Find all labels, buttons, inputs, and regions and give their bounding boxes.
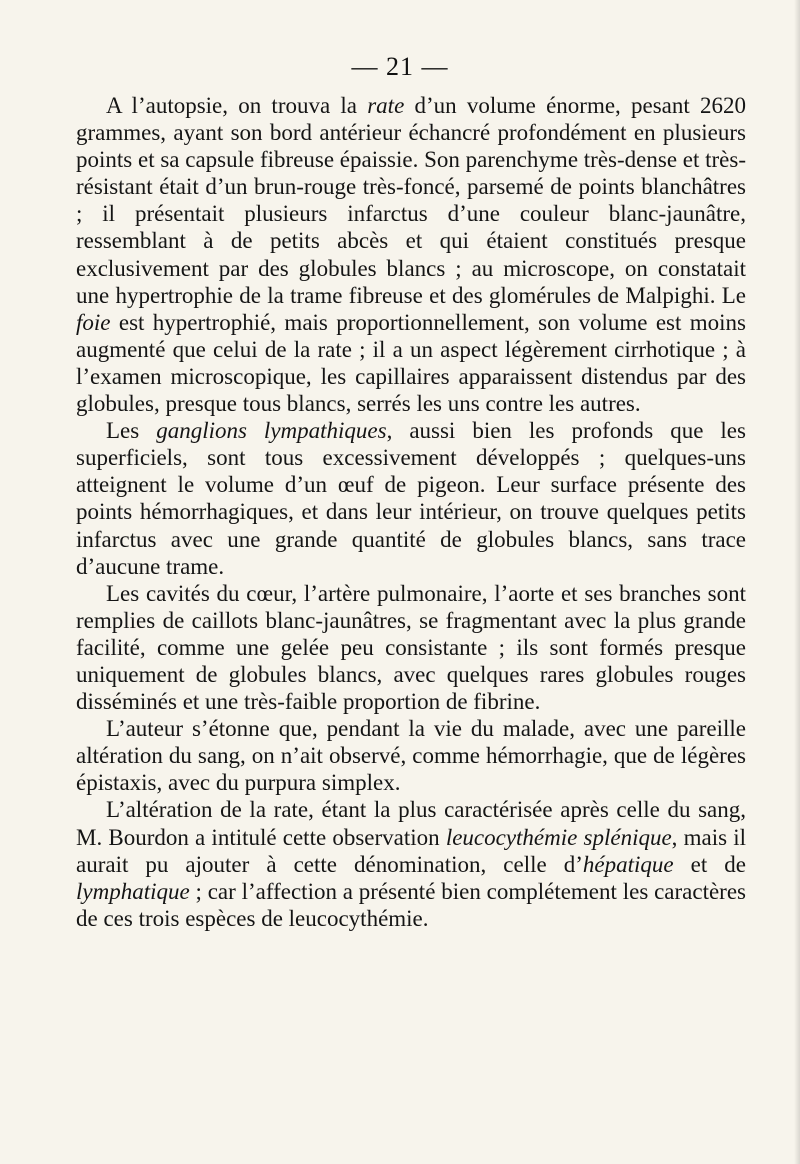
italic-term: lymphatique: [76, 878, 190, 904]
paragraph: [76, 796, 746, 931]
text-run: L’altération de la rate, étant la plus caractérisée après celle du sang, M. Bourdon a intitulé cette observation: [76, 797, 746, 850]
text-run: est hypertrophié, mais proportionnellement, son volume est moins augmenté que celui de la rate ; il a un aspect légèrement cirrhotique ; à l’examen microscopique, les capillaires apparaissent distendus par des globules, presque tous blancs, serrés les uns contre les autres.: [76, 309, 746, 417]
text-run: A l’autopsie, on trouva la: [106, 93, 368, 118]
italic-term: ganglions lympathiques: [156, 418, 387, 444]
italic-term: foie: [76, 309, 111, 335]
text-run: ; car l’affection a présenté bien complétement les caractères de ces trois espèces de leucocythémie.: [76, 878, 746, 931]
italic-term: leucocythémie splénique: [445, 824, 672, 850]
text-run: et de: [673, 851, 746, 877]
paragraph: [76, 417, 746, 580]
paragraph: [76, 715, 746, 796]
paragraph: [76, 92, 746, 417]
text-run: Les: [106, 418, 157, 444]
body-text: [76, 92, 746, 932]
page-edge-shadow: [794, 0, 800, 1164]
paragraph: [76, 580, 746, 715]
italic-term: hépatique: [582, 851, 674, 877]
text-run: , mais il aurait pu ajouter à cette dénomination, celle d’: [76, 824, 746, 877]
text-run: , aussi bien les profonds que les superficiels, sont tous excessivement développés ; quelques-uns atteignent le volume d’un œuf de pigeon. Leur surface présente des points hémorrhagiques, et dans leur intérieur, on trouve quelques petits infarctus avec une grande quantité de globules blancs, sans trace d’aucune trame.: [76, 418, 746, 579]
text-run: L’auteur s’étonne que, pendant la vie du malade, avec une pareille altération du sang, on n’ait observé, comme hémorrhagie, que de légères épistaxis, avec du purpura simplex.: [76, 716, 746, 796]
text-run: Les cavités du cœur, l’artère pulmonaire, l’aorte et ses branches sont remplies de caillots blanc-jaunâtres, se fragmentant avec la plus grande facilité, comme une gelée peu consistante ; ils sont formés presque uniquement de globules blancs, avec quelques rares globules rouges disséminés et une très-faible proportion de fibrine.: [76, 580, 746, 715]
italic-term: rate: [367, 93, 405, 118]
text-run: d’un volume énorme, pesant 2620 grammes, ayant son bord antérieur échancré profondément en plusieurs points et sa capsule fibreuse épaissie. Son parenchyme très-dense et très-résistant était d’un brun-rouge très-foncé, parsemé de points blanchâtres ; il présentait plusieurs infarctus d’une couleur blanc-jaunâtre, ressemblant à de petits abcès et qui étaient constitués presque exclusivement par des globules blancs ; au microscope, on constatait une hypertrophie de la trame fibreuse et des glomérules de Malpighi. Le: [76, 93, 746, 308]
page-number: — 21 —: [351, 52, 449, 81]
